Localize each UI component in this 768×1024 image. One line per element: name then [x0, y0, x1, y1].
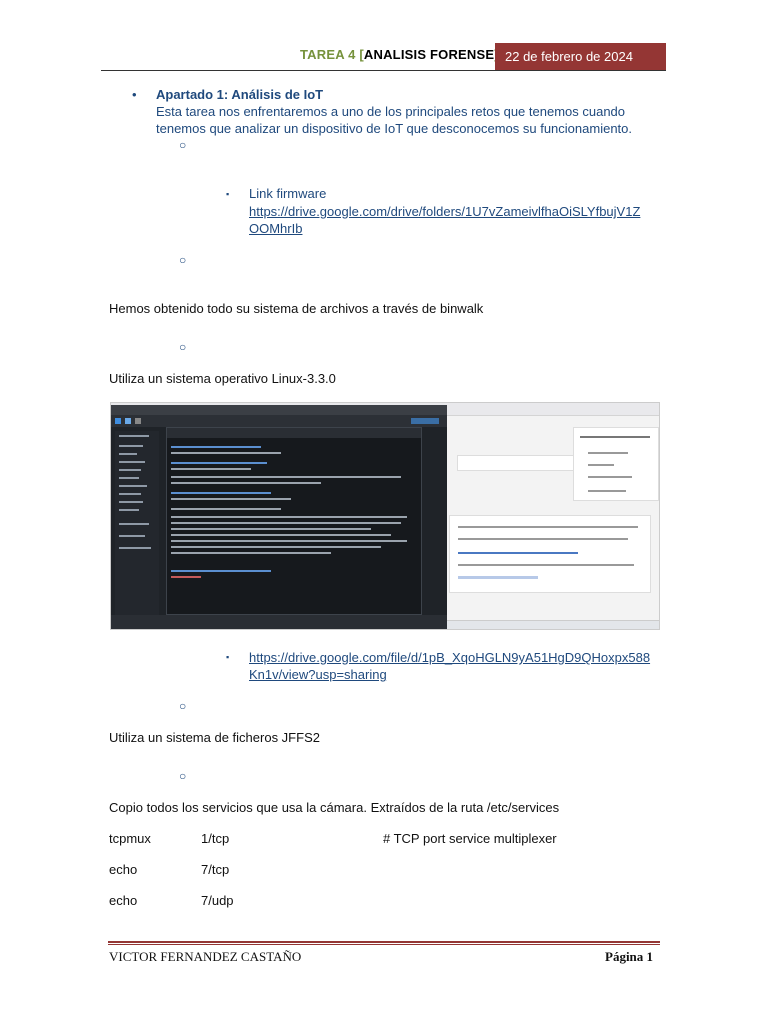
- service-name: echo: [109, 893, 138, 908]
- circle-marker: ○: [179, 340, 187, 354]
- service-port: 1/tcp: [201, 831, 230, 846]
- circle-marker: ○: [179, 138, 187, 152]
- header-course: TAREA 4 [ANALISIS FORENSE: [300, 47, 495, 62]
- text-fs: Utiliza un sistema de ficheros JFFS2: [109, 730, 320, 745]
- square-marker: ▪: [226, 189, 230, 199]
- web-content-card: [449, 515, 651, 593]
- vm-window: [111, 405, 447, 629]
- circle-marker: ○: [179, 769, 187, 783]
- firmware-link-line1[interactable]: https://drive.google.com/drive/folders/1U7vZameivlfhaOiSLYfbujV1Z: [249, 204, 641, 219]
- text-os: Utiliza un sistema operativo Linux-3.3.0: [109, 371, 336, 386]
- service-port: 7/tcp: [201, 862, 230, 877]
- firmware-link-line2[interactable]: OOMhrIb: [249, 221, 303, 236]
- section-heading: Apartado 1: Análisis de IoT: [156, 87, 324, 102]
- footer-divider: [108, 941, 660, 943]
- text-binwalk: Hemos obtenido todo su sistema de archivos a través de binwalk: [109, 301, 484, 316]
- footer-author: VICTOR FERNANDEZ CASTAÑO: [109, 949, 302, 964]
- circle-marker: ○: [179, 699, 187, 713]
- header-subject: ANALISIS FORENSE: [363, 47, 495, 62]
- service-name: tcpmux: [109, 831, 151, 846]
- file-link-line2[interactable]: Kn1v/view?usp=sharing: [249, 667, 387, 682]
- file-link-line1[interactable]: https://drive.google.com/file/d/1pB_XqoHGLN9yA51HgD9QHoxpx588: [249, 650, 651, 665]
- service-comment: # TCP port service multiplexer: [383, 831, 557, 846]
- text-services: Copio todos los servicios que usa la cámara. Extraídos de la ruta /etc/services: [109, 800, 560, 815]
- vm-panel: [111, 415, 447, 427]
- header-date: 22 de febrero de 2024: [495, 43, 666, 70]
- service-port: 7/udp: [201, 893, 234, 908]
- terminal-titlebar: [167, 428, 421, 438]
- link-firmware-label: Link firmware: [249, 186, 327, 201]
- footer-divider-thin: [108, 944, 660, 945]
- web-taskbar: [447, 620, 659, 630]
- service-name: echo: [109, 862, 138, 877]
- footer-page-number: Página 1: [605, 949, 654, 964]
- vm-titlebar: [111, 405, 447, 415]
- circle-marker: ○: [179, 253, 187, 267]
- web-profile-menu: [573, 427, 659, 501]
- web-banner: [457, 455, 577, 471]
- terminal-window: [166, 427, 422, 615]
- square-marker: ▪: [226, 652, 230, 662]
- section-intro: Esta tarea nos enfrentaremos a uno de los principales retos que tenemos cuando tenemos que analizar un dispositivo de IoT que desconocemos su funcionamiento.: [156, 104, 632, 136]
- vm-statusbar: [111, 615, 447, 629]
- embedded-screenshot: [110, 402, 660, 630]
- file-manager-sidebar: [115, 431, 159, 627]
- bullet-marker: •: [132, 87, 137, 102]
- header-divider: [101, 70, 666, 71]
